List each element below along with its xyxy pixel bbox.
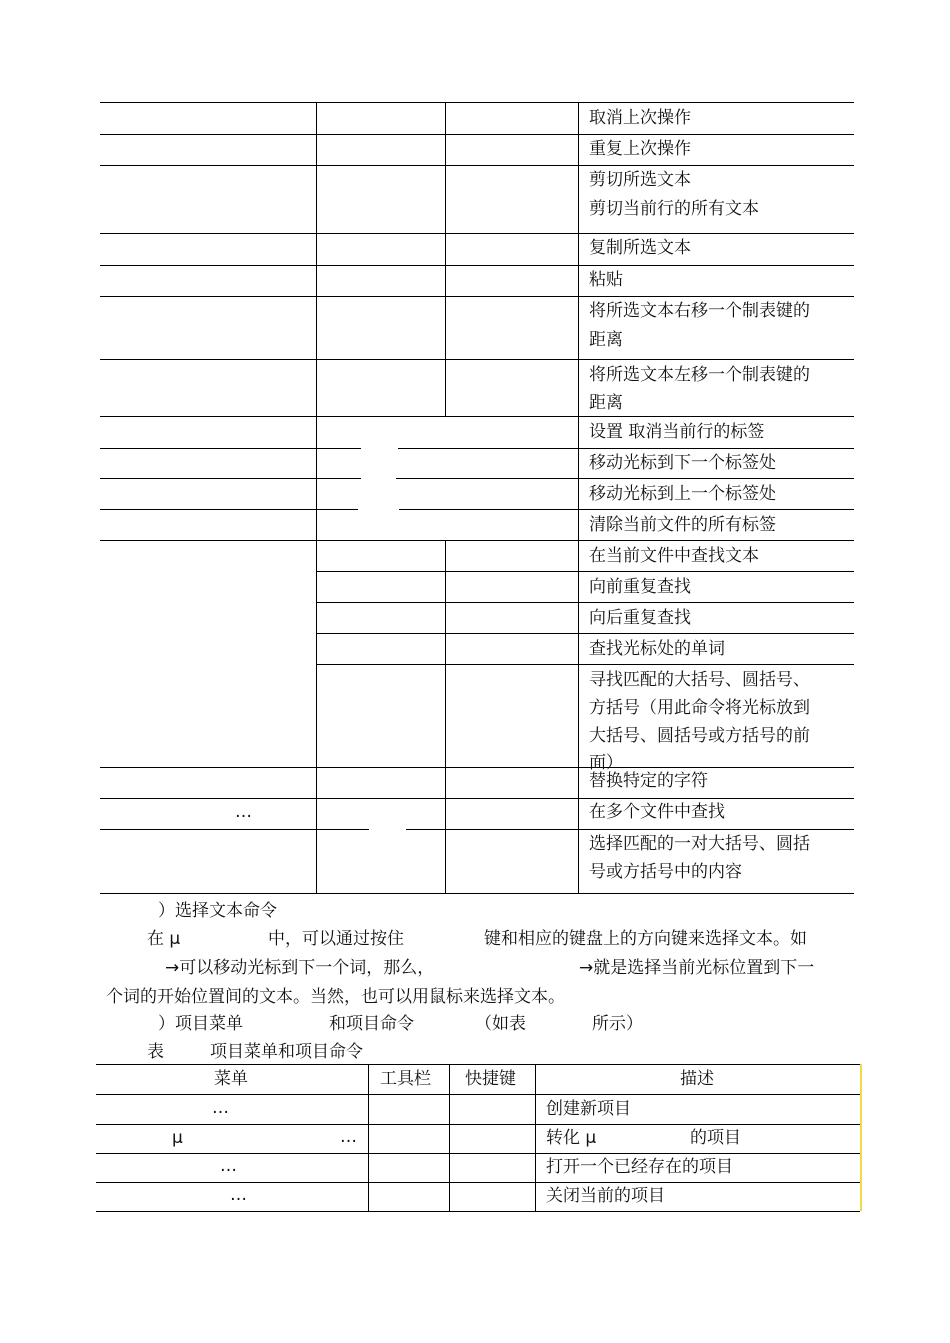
table-cell-description: 清除当前文件的所有标签 <box>589 515 776 535</box>
table-cell-description: 剪切所选文本 <box>589 170 691 190</box>
section-heading: ）项目菜单 <box>158 1014 243 1034</box>
table-header-toolbar: 工具栏 <box>380 1069 431 1089</box>
table-cell-description: 查找光标处的单词 <box>589 639 725 659</box>
table-cell-description: 向前重复查找 <box>589 577 691 597</box>
table-cell-description: 替换特定的字符 <box>589 771 708 791</box>
section-heading: 和项目命令 <box>329 1014 414 1034</box>
table-cell-description: 创建新项目 <box>546 1099 631 1119</box>
table-cell-description: 重复上次操作 <box>589 139 691 159</box>
table-cell-description: 选择匹配的一对大括号、圆括 <box>589 834 810 854</box>
table-cell-description: 大括号、圆括号或方括号的前 <box>589 726 810 746</box>
table-header-menu: 菜单 <box>214 1069 248 1089</box>
table-cell-description: 关闭当前的项目 <box>546 1186 665 1206</box>
table-cell-menu: … <box>340 1127 357 1147</box>
table-cell-description: 在多个文件中查找 <box>589 802 725 822</box>
table-cell-menu: … <box>230 1185 247 1205</box>
table-cell-description: 距离 <box>589 330 623 350</box>
table-cell-description: 寻找匹配的大括号、圆括号、 <box>589 670 810 690</box>
table-cell-menu: … <box>212 1098 229 1118</box>
table-caption: 表 <box>147 1042 164 1062</box>
table-cell-description: 设置 取消当前行的标签 <box>589 422 765 442</box>
table-cell-menu: µ <box>172 1128 183 1148</box>
table-header-description: 描述 <box>680 1069 714 1089</box>
section-heading: 所示） <box>592 1014 643 1034</box>
table-cell-description: 距离 <box>589 393 623 413</box>
table-cell-description: 向后重复查找 <box>589 608 691 628</box>
table-cell-description: 面） <box>589 753 623 773</box>
table-cell-description: 方括号（用此命令将光标放到 <box>589 698 810 718</box>
table-header-shortcut: 快捷键 <box>465 1069 516 1089</box>
table-cell-description: 取消上次操作 <box>589 108 691 128</box>
paragraph-text: 个词的开始位置间的文本。当然，也可以用鼠标来选择文本。 <box>106 987 565 1007</box>
table-cell-menu: … <box>235 802 252 822</box>
section-heading: ）选择文本命令 <box>158 901 277 921</box>
table-cell-description: 号或方括号中的内容 <box>589 862 742 882</box>
table-cell-description: 在当前文件中查找文本 <box>589 546 759 566</box>
paragraph-text: 在 µ <box>147 929 181 949</box>
table-cell-description: 打开一个已经存在的项目 <box>546 1157 733 1177</box>
paragraph-text: 键和相应的键盘上的方向键来选择文本。如 <box>484 929 807 949</box>
table-cell-description: 将所选文本左移一个制表键的 <box>589 365 810 385</box>
table-cell-description: 剪切当前行的所有文本 <box>589 199 759 219</box>
paragraph-text: →可以移动光标到下一个词，那么， <box>165 958 435 978</box>
table-cell-description: 移动光标到下一个标签处 <box>589 453 776 473</box>
table-cell-description: 的项目 <box>690 1128 741 1148</box>
table-cell-description: 将所选文本右移一个制表键的 <box>589 301 810 321</box>
section-heading: （如表 <box>475 1014 526 1034</box>
paragraph-text: →就是选择当前光标位置到下一 <box>579 958 815 978</box>
table-cell-description: 复制所选文本 <box>589 238 691 258</box>
table-cell-description: 转化 µ <box>546 1128 597 1148</box>
table-caption: 项目菜单和项目命令 <box>210 1042 363 1062</box>
table-cell-menu: … <box>220 1156 237 1176</box>
table-cell-description: 移动光标到上一个标签处 <box>589 484 776 504</box>
paragraph-text: 中，可以通过按住 <box>268 929 404 949</box>
table-cell-description: 粘贴 <box>589 270 623 290</box>
